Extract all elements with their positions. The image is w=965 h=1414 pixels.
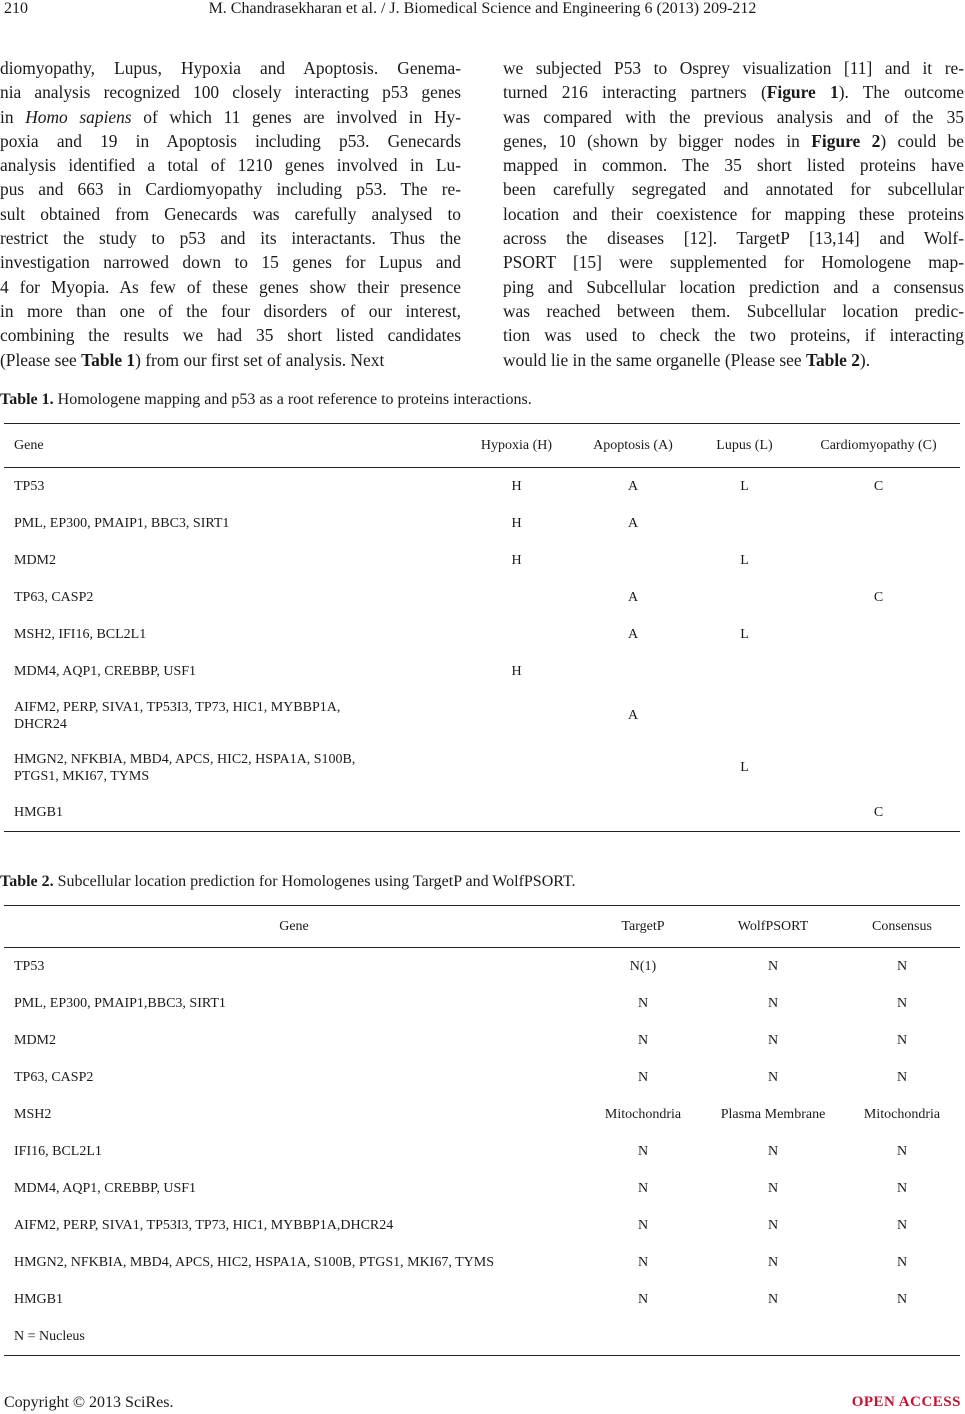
location-cell: N <box>637 1180 649 1196</box>
table2 <box>4 905 960 1356</box>
text-line: was compared with the previous analysis and of the 35 <box>503 106 964 127</box>
location-cell: N <box>637 995 649 1011</box>
table2-caption-label: Table 2. <box>0 873 54 890</box>
body-text-left-column <box>0 56 461 372</box>
table-row <box>4 468 960 506</box>
table2-header-cell: WolfPSORT <box>702 906 844 948</box>
text-line: in Homo sapiens of which 11 genes are involved in Hy- <box>0 106 461 127</box>
location-cell: Mitochondria <box>604 1106 682 1122</box>
disease-cell: A <box>627 589 639 605</box>
gene-cell: TP63, CASP2 <box>14 1069 94 1085</box>
table-row <box>4 542 960 579</box>
table1-header-cell: Gene <box>4 424 459 468</box>
gene-cell: MDM4, AQP1, CREBBP, USF1 <box>14 1180 197 1196</box>
text-line: ping and Subcellular location prediction and a consensus <box>503 276 964 297</box>
disease-cell <box>797 616 960 653</box>
disease-cell: C <box>873 804 884 820</box>
gene-cell: TP63, CASP2 <box>14 589 94 605</box>
disease-cell <box>692 653 797 690</box>
location-cell: N <box>767 958 779 974</box>
gene-cell <box>4 690 459 742</box>
disease-cell: L <box>740 552 749 568</box>
table-row <box>4 1244 960 1281</box>
text-line: we subjected P53 to Osprey visualization [11] and it re- <box>503 58 964 78</box>
text-line: analysis identified a total of 1210 genes involved in Lu- <box>0 155 461 176</box>
text-line: combining the results we had 35 short listed candidates <box>0 325 461 346</box>
table1-body <box>4 468 960 832</box>
gene-cell: HMGB1 <box>14 1291 64 1307</box>
text-line: been carefully segregated and annotated for subcellular <box>503 179 964 200</box>
disease-cell <box>459 794 574 832</box>
location-cell: N <box>637 1217 649 1233</box>
location-cell: N <box>896 958 908 974</box>
table1-caption-text: Homologene mapping and p53 as a root reference to proteins interactions. <box>57 391 532 408</box>
disease-cell <box>574 794 692 832</box>
table-row <box>4 948 960 986</box>
disease-cell <box>797 742 960 794</box>
gene-cell-line: HMGN2, NFKBIA, MBD4, APCS, HIC2, HSPA1A, S100B, <box>14 752 356 767</box>
table-row <box>4 1096 960 1133</box>
gene-cell: PML, EP300, PMAIP1, BBC3, SIRT1 <box>14 515 230 531</box>
disease-cell <box>797 505 960 542</box>
disease-cell: H <box>511 552 522 568</box>
table2-caption <box>0 873 576 891</box>
text-line: location and their coexistence for mapping these proteins <box>503 203 964 224</box>
disease-cell: H <box>511 478 522 494</box>
table-row <box>4 742 960 794</box>
location-cell: N <box>767 1032 779 1048</box>
disease-cell <box>692 794 797 832</box>
text-line: investigation narrowed down to 15 genes for Lupus and <box>0 252 461 273</box>
location-cell: N <box>637 1143 649 1159</box>
location-cell: N <box>896 1069 908 1085</box>
table-row <box>4 616 960 653</box>
text-line: diomyopathy, Lupus, Hypoxia and Apoptosis. Genema- <box>0 58 461 78</box>
table1-caption <box>0 391 532 409</box>
location-cell: N <box>896 1217 908 1233</box>
table2-body <box>4 948 960 1356</box>
table1 <box>4 423 960 832</box>
location-cell: N <box>637 1032 649 1048</box>
table1-header-row <box>4 424 960 468</box>
text-line: mapped in common. The 35 short listed proteins have <box>503 155 964 176</box>
gene-cell: MSH2, IFI16, BCL2L1 <box>14 626 147 642</box>
gene-cell: HMGN2, NFKBIA, MBD4, APCS, HIC2, HSPA1A, S100B, PTGS1, MKI67, TYMS <box>14 1254 494 1270</box>
table-row <box>4 794 960 832</box>
location-cell: N <box>767 1143 779 1159</box>
table-row <box>4 1133 960 1170</box>
disease-cell: H <box>511 663 522 679</box>
table-row <box>4 505 960 542</box>
table2-header-cell: TargetP <box>584 906 702 948</box>
text-line: restrict the study to p53 and its interactants. Thus the <box>0 228 461 249</box>
text-line: turned 216 interacting partners (Figure 1). The outcome <box>503 82 964 103</box>
table1-header-cell: Hypoxia (H) <box>459 424 574 468</box>
disease-cell <box>692 579 797 616</box>
disease-cell: A <box>627 626 639 642</box>
page-number: 210 <box>4 0 28 17</box>
location-cell: N <box>896 1291 908 1307</box>
gene-cell: IFI16, BCL2L1 <box>14 1143 102 1159</box>
location-cell: N <box>637 1254 649 1270</box>
text-line: nia analysis recognized 100 closely interacting p53 genes <box>0 82 461 103</box>
open-access-label: OPEN ACCESS <box>851 1394 961 1410</box>
gene-cell-line: DHCR24 <box>14 717 67 732</box>
table-row <box>4 579 960 616</box>
text-line: in more than one of the four disorders of our interest, <box>0 300 461 321</box>
table-row <box>4 1022 960 1059</box>
table1-header-cell: Lupus (L) <box>692 424 797 468</box>
text-line: across the diseases [12]. TargetP [13,14] and Wolf- <box>503 228 964 249</box>
gene-cell: MDM2 <box>14 552 57 568</box>
location-cell: N <box>767 1217 779 1233</box>
gene-cell-line: AIFM2, PERP, SIVA1, TP53I3, TP73, HIC1, MYBBP1A, <box>14 700 341 715</box>
table-row <box>4 1281 960 1318</box>
location-cell: N <box>637 1291 649 1307</box>
text-line: sult obtained from Genecards was carefully analysed to <box>0 203 461 224</box>
disease-cell: A <box>627 478 639 494</box>
disease-cell: A <box>627 708 639 723</box>
gene-cell: TP53 <box>14 478 45 494</box>
location-cell: N(1) <box>629 958 657 974</box>
text-line: genes, 10 (shown by bigger nodes in Figure 2) could be <box>503 130 964 151</box>
copyright-notice: Copyright © 2013 SciRes. <box>4 1394 174 1411</box>
text-line: was reached between them. Subcellular location predic- <box>503 300 964 321</box>
text-line: 4 for Myopia. As few of these genes show their presence <box>0 276 461 297</box>
disease-cell <box>459 690 574 742</box>
disease-cell: H <box>511 515 522 531</box>
disease-cell <box>459 579 574 616</box>
gene-cell: TP53 <box>14 958 45 974</box>
gene-cell-line: PTGS1, MKI67, TYMS <box>14 769 150 784</box>
location-cell: N <box>767 1069 779 1085</box>
disease-cell: C <box>873 589 884 605</box>
table-row <box>4 1207 960 1244</box>
gene-cell: PML, EP300, PMAIP1,BBC3, SIRT1 <box>14 995 226 1011</box>
disease-cell <box>692 690 797 742</box>
disease-cell <box>574 742 692 794</box>
gene-cell: HMGB1 <box>14 804 64 820</box>
text-line: pus and 663 in Cardiomyopathy including p53. The re- <box>0 179 461 200</box>
disease-cell: L <box>740 760 749 775</box>
location-cell: N <box>896 1143 908 1159</box>
text-line: poxia and 19 in Apoptosis including p53. Genecards <box>0 130 461 151</box>
table-row <box>4 985 960 1022</box>
table-row <box>4 653 960 690</box>
disease-cell <box>797 653 960 690</box>
disease-cell <box>574 653 692 690</box>
table2-header-cell: Consensus <box>844 906 960 948</box>
table-row <box>4 1170 960 1207</box>
running-title: M. Chandrasekharan et al. / J. Biomedical Science and Engineering 6 (2013) 209-212 <box>208 0 757 17</box>
disease-cell <box>692 505 797 542</box>
text-line: tion was used to check the two proteins, if interacting <box>503 325 964 346</box>
body-text-right-column <box>503 56 964 372</box>
text-line: (Please see Table 1) from our first set of analysis. Next <box>0 349 385 370</box>
text-line: would lie in the same organelle (Please see Table 2). <box>503 349 871 370</box>
table2-footnote: N = Nucleus <box>14 1328 85 1344</box>
gene-cell: MSH2 <box>14 1106 52 1122</box>
location-cell: N <box>896 1254 908 1270</box>
table1-caption-label: Table 1. <box>0 391 54 408</box>
table-row <box>4 690 960 742</box>
location-cell: N <box>767 1291 779 1307</box>
table2-footnote-row <box>4 1318 960 1356</box>
disease-cell <box>797 542 960 579</box>
gene-cell: MDM4, AQP1, CREBBP, USF1 <box>14 663 197 679</box>
location-cell: N <box>767 1254 779 1270</box>
disease-cell: L <box>740 626 749 642</box>
disease-cell: C <box>873 478 884 494</box>
table2-caption-text: Subcellular location prediction for Homologenes using TargetP and WolfPSORT. <box>57 873 576 890</box>
location-cell: N <box>896 1032 908 1048</box>
text-line: PSORT [15] were supplemented for Homologene map- <box>503 252 964 273</box>
location-cell: N <box>767 995 779 1011</box>
table2-header-cell: Gene <box>4 906 584 948</box>
gene-cell <box>4 742 459 794</box>
location-cell: N <box>767 1180 779 1196</box>
disease-cell <box>459 616 574 653</box>
table-row <box>4 1059 960 1096</box>
table1-header-cell: Cardiomyopathy (C) <box>797 424 960 468</box>
disease-cell <box>797 690 960 742</box>
gene-cell: MDM2 <box>14 1032 57 1048</box>
disease-cell <box>459 742 574 794</box>
disease-cell <box>574 542 692 579</box>
location-cell: Plasma Membrane <box>720 1106 826 1122</box>
disease-cell: A <box>627 515 639 531</box>
gene-cell: AIFM2, PERP, SIVA1, TP53I3, TP73, HIC1, MYBBP1A,DHCR24 <box>14 1217 394 1233</box>
location-cell: Mitochondria <box>863 1106 941 1122</box>
table2-header-row <box>4 906 960 948</box>
location-cell: N <box>896 1180 908 1196</box>
location-cell: N <box>637 1069 649 1085</box>
disease-cell: L <box>740 478 749 494</box>
table1-header-cell: Apoptosis (A) <box>574 424 692 468</box>
location-cell: N <box>896 995 908 1011</box>
